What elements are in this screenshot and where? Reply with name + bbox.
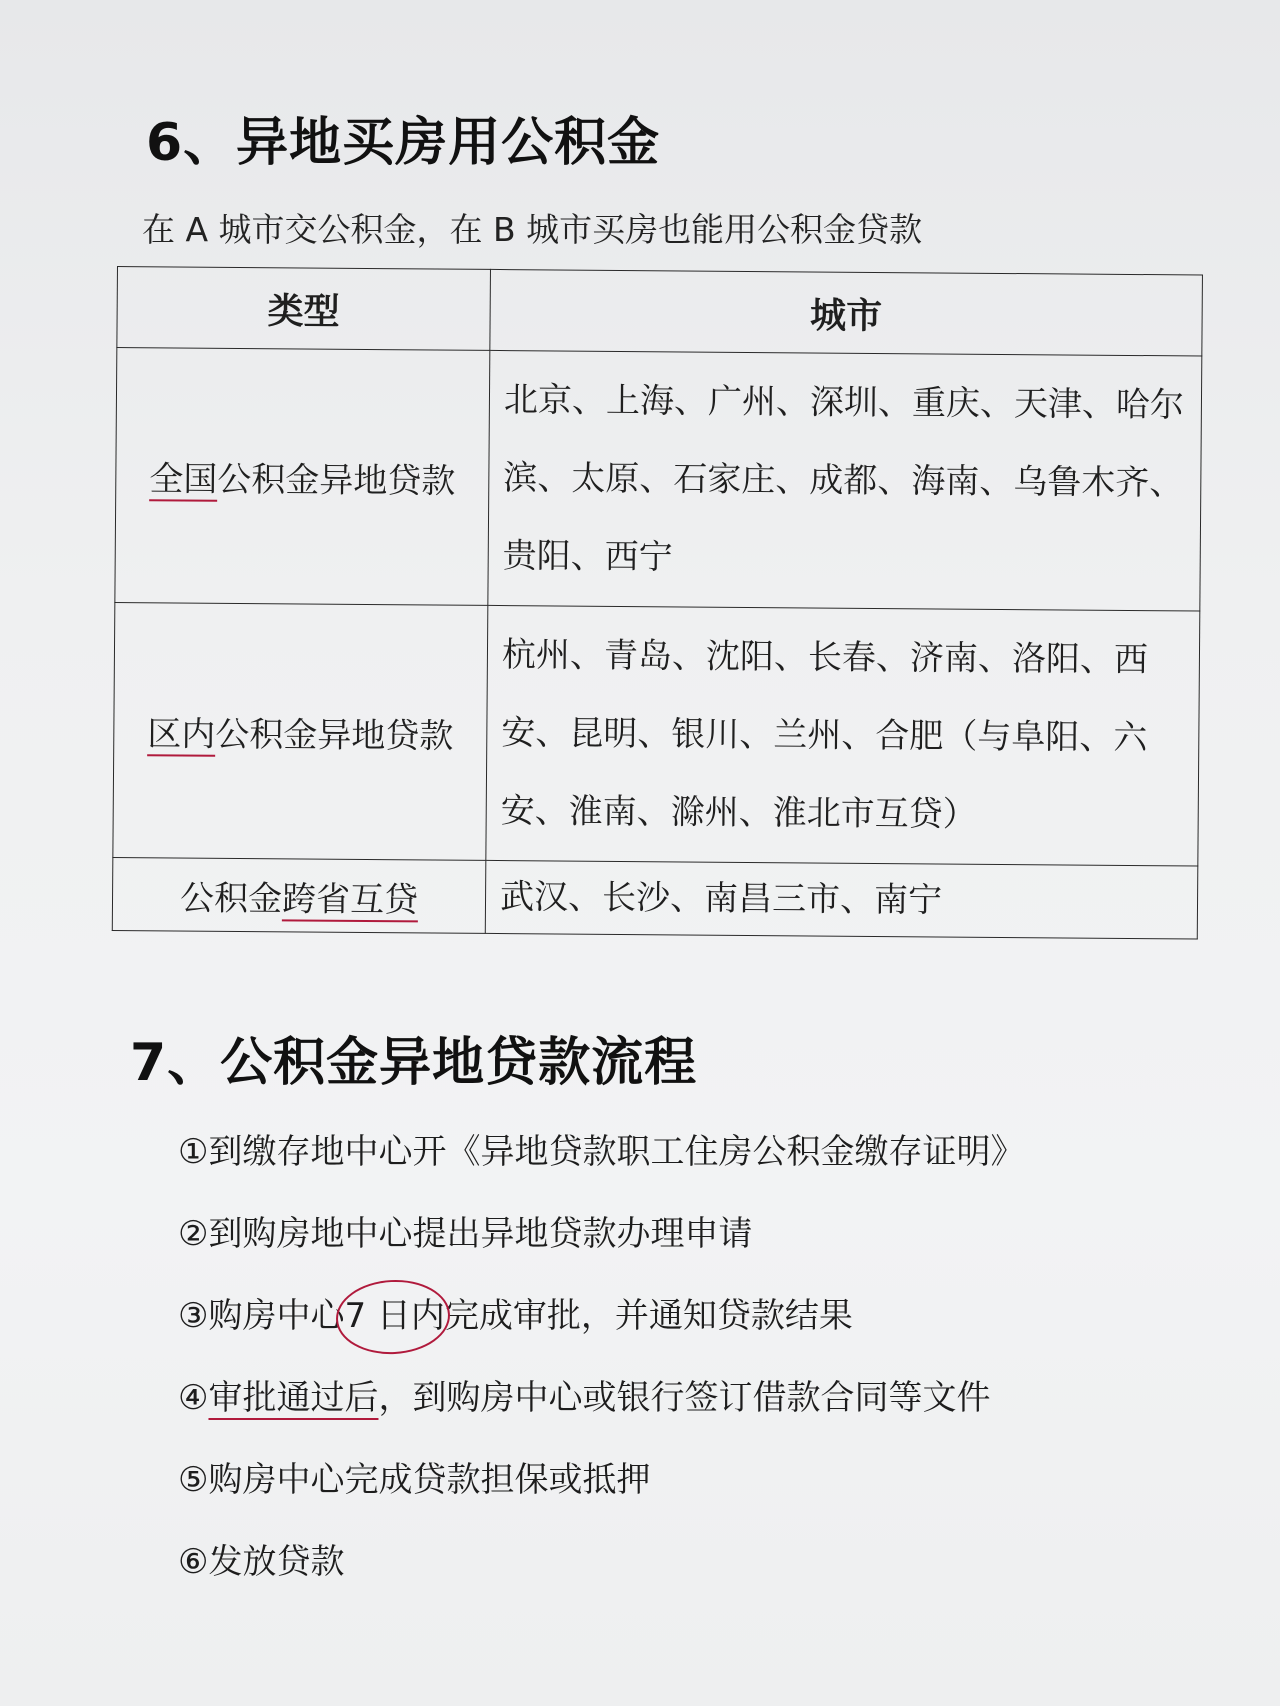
section-7-title: 7、公积金异地贷款流程 [130, 1033, 698, 1093]
cities-cross-province: 武汉、长沙、南昌三市、南宁 [485, 860, 1198, 939]
step-5: ⑤购房中心完成贷款担保或抵押 [178, 1460, 651, 1500]
cities-regional: 杭州、青岛、沈阳、长春、济南、洛阳、西安、昆明、银川、兰州、合肥（与阜阳、六安、淮南、滁州、淮北市互贷） [486, 605, 1200, 866]
step-3-prefix: ③购房中心 [178, 1296, 345, 1336]
handwritten-underline-national: 全国 [149, 458, 218, 500]
step-6: ⑥发放贷款 [178, 1542, 345, 1582]
handwritten-circle-7-days: 7 日内 [344, 1286, 444, 1346]
step-4-number: ④ [178, 1378, 209, 1418]
table-row [115, 348, 1202, 612]
handwritten-underline-regional: 区内 [147, 713, 216, 755]
type-label-rest: 公积金异地贷款 [217, 459, 456, 502]
header-type: 类型 [117, 267, 491, 351]
step-4 [178, 1368, 1024, 1450]
table-header-row [117, 267, 1203, 357]
handwritten-underline-cross-province: 跨省互贷 [281, 878, 419, 920]
header-city: 城市 [490, 269, 1203, 356]
table-row [112, 857, 1198, 939]
section-6-title: 6、异地买房用公积金 [146, 113, 661, 173]
step-3-suffix: 完成审批，并通知贷款结果 [444, 1296, 853, 1336]
type-label-prefix: 公积金 [179, 878, 283, 919]
cities-national: 北京、上海、广州、深圳、重庆、天津、哈尔滨、太原、石家庄、成都、海南、乌鲁木齐、贵阳、西宁 [488, 350, 1202, 611]
table-row [113, 602, 1200, 866]
process-steps [178, 1122, 1024, 1614]
type-cell-regional [113, 602, 488, 860]
step-2: ②到购房地中心提出异地贷款办理申请 [178, 1214, 753, 1254]
city-table [112, 266, 1203, 940]
section-6-subtitle: 在 A 城市交公积金，在 B 城市买房也能用公积金贷款 [142, 210, 923, 249]
type-cell-national [115, 348, 490, 606]
type-cell-cross-province [112, 857, 486, 933]
handwritten-underline-approval: 审批通过后 [208, 1378, 379, 1418]
step-3 [178, 1286, 1024, 1368]
step-1: ①到缴存地中心开《异地贷款职工住房公积金缴存证明》 [178, 1132, 1025, 1172]
step-4-suffix: ，到购房中心或银行签订借款合同等文件 [378, 1378, 991, 1418]
type-label-rest: 公积金异地贷款 [215, 714, 454, 757]
